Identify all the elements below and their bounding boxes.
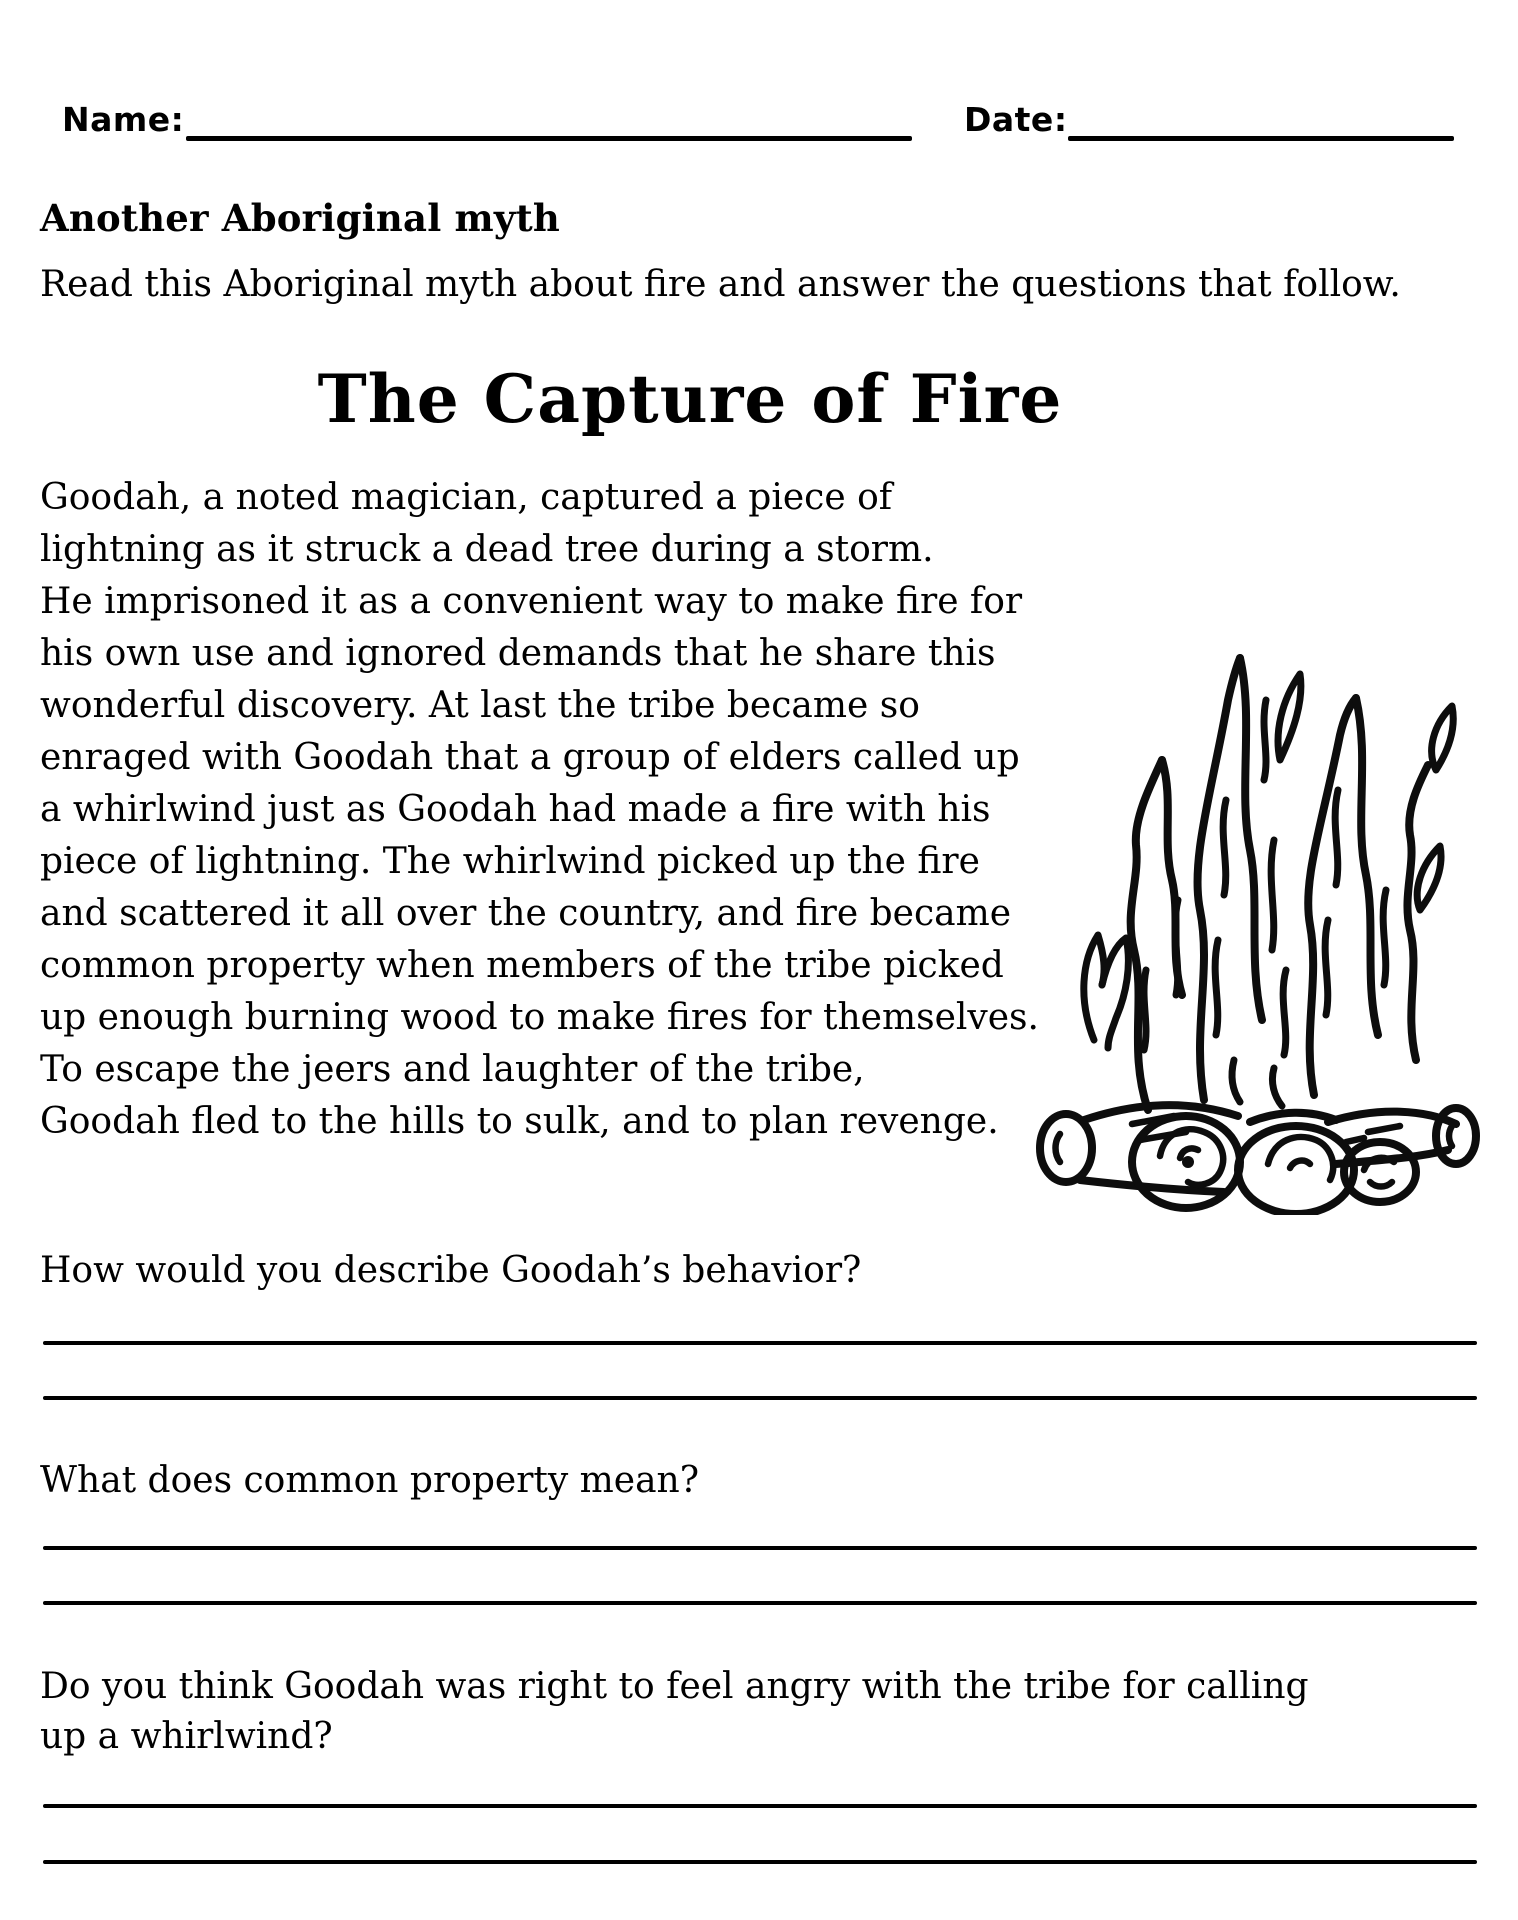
story-line: common property when members of the tribe picked [40, 945, 1004, 986]
question-2: What does common property mean? [40, 1460, 700, 1501]
story-line: Goodah fled to the hills to sulk, and to plan revenge. [40, 1101, 999, 1142]
story-paragraph [40, 472, 1039, 1148]
name-label: Name: [62, 100, 185, 139]
story-line: wonderful discovery. At last the tribe became so [40, 685, 920, 726]
story-line: To escape the jeers and laughter of the tribe, [40, 1049, 865, 1090]
story-line: his own use and ignored demands that he share this [40, 633, 996, 674]
campfire-illustration [1028, 640, 1480, 1215]
name-fill-line [186, 136, 912, 141]
story-line: up enough burning wood to make fires for themselves. [40, 997, 1039, 1038]
answer-line [43, 1341, 1477, 1345]
date-label: Date: [964, 100, 1068, 139]
question-1: How would you describe Goodah’s behavior? [40, 1250, 862, 1291]
story-line: enraged with Goodah that a group of elders called up [40, 737, 1020, 778]
story-line: He imprisoned it as a convenient way to make fire for [40, 581, 1023, 622]
instruction-text: Read this Aboriginal myth about fire and answer the questions that follow. [40, 264, 1401, 305]
section-heading: Another Aboriginal myth [40, 196, 560, 240]
question-3: Do you think Goodah was right to feel angry with the tribe for calling up a whirlwind? [40, 1666, 1309, 1757]
page-title: The Capture of Fire [317, 360, 1063, 438]
story-line: lightning as it struck a dead tree during a storm. [40, 529, 934, 570]
story-line: and scattered it all over the country, and fire became [40, 893, 1012, 934]
answer-line [43, 1804, 1477, 1808]
story-line: a whirlwind just as Goodah had made a fire with his [40, 789, 991, 830]
answer-line [43, 1396, 1477, 1400]
story-line: Goodah, a noted magician, captured a piece of [40, 477, 893, 518]
story-line: piece of lightning. The whirlwind picked up the fire [40, 841, 980, 882]
answer-line [43, 1601, 1477, 1605]
answer-line [43, 1546, 1477, 1550]
date-fill-line [1068, 136, 1454, 141]
answer-line [43, 1860, 1477, 1864]
